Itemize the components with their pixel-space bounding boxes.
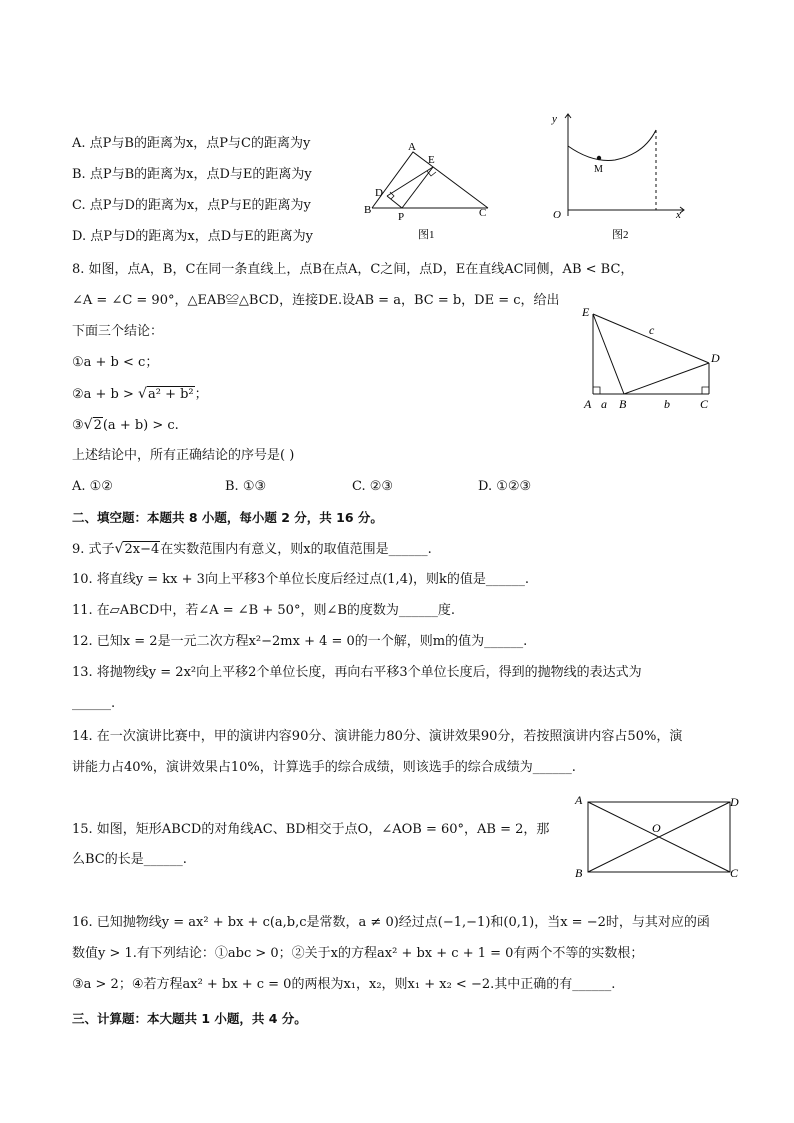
q8-conclusion-1: ①a + b < c； (72, 355, 159, 370)
q8-opt-d: D. ①②③ (478, 479, 532, 494)
fig2-label-o: O (553, 209, 561, 221)
q8-conclusion-3: ③√2(a + b) > c. (72, 417, 179, 433)
q8-c2-left: ②a + b > (72, 387, 139, 402)
fig2-label-x: x (676, 209, 681, 221)
q9: 9. 式子√2x−4在实数范围内有意义，则x的取值范围是______. (72, 541, 432, 557)
q8-c3-num: ③ (72, 418, 84, 433)
fig1-caption: 图1 (418, 229, 435, 241)
q8-line-3: 下面三个结论： (72, 324, 164, 339)
fig2-label-y: y (552, 113, 557, 125)
q14-line-2: 讲能力占40%，演讲效果占10%，计算选手的综合成绩，则该选手的综合成绩为______. (72, 760, 576, 775)
q8-line-2: ∠A = ∠C = 90°，△EAB≌△BCD，连接DE.设AB = a，BC = b，DE = c，给出 (72, 293, 560, 308)
q16-line-1: 16. 已知抛物线y = ax² + bx + c(a,b,c是常数，a ≠ 0)经过点(−1,−1)和(0,1)，当x = −2时，与其对应的函 (72, 915, 710, 930)
q9-pre: 9. 式子 (72, 542, 115, 557)
fig2-label-m: M (594, 164, 603, 175)
q10: 10. 将直线y = kx + 3向上平移3个单位长度后经过点(1,4)，则k的值是______. (72, 572, 530, 587)
q15-fig-label-o: O (652, 821, 661, 835)
q7-option-b: B. 点P与B的距离为x，点D与E的距离为y (72, 167, 312, 182)
fig2-caption: 图2 (612, 229, 629, 241)
q9-radicand: 2x−4 (124, 542, 160, 557)
fig1-label-e: E (428, 154, 435, 166)
q8-fig-label-b-small: b (664, 397, 670, 411)
q8-c3-rest: (a + b) > c. (102, 418, 179, 433)
fig1-label-d: D (375, 187, 383, 199)
q13-line-1: 13. 将抛物线y = 2x²向上平移2个单位长度，再向右平移3个单位长度后，得到的抛物线的表达式为 (72, 665, 642, 680)
q8-fig-label-d: D (711, 351, 720, 365)
q8-opt-a: A. ①② (72, 479, 113, 494)
q8-ask: 上述结论中，所有正确结论的序号是( ) (72, 448, 295, 463)
q7-figure-1 (360, 140, 500, 245)
q8-fig-label-c-point: C (700, 397, 709, 411)
fig1-label-a: A (408, 141, 416, 153)
q8-opt-b: B. ①③ (225, 479, 267, 494)
q12: 12. 已知x = 2是一元二次方程x²−2mx + 4 = 0的一个解，则m的值为______. (72, 634, 528, 649)
q15-fig-label-c: C (730, 866, 739, 880)
section-3-heading: 三、计算题：本大题共 1 小题，共 4 分。 (72, 1011, 307, 1026)
q8-fig-label-c: c (649, 323, 655, 337)
section-2-heading: 二、填空题：本题共 8 小题，每小题 2 分，共 16 分。 (72, 510, 383, 525)
fig1-label-c: C (479, 207, 487, 219)
fig1-label-p: P (398, 211, 405, 223)
q9-post: 在实数范围内有意义，则x的取值范围是______. (160, 542, 432, 557)
q15-line-1: 15. 如图，矩形ABCD的对角线AC、BD相交于点O，∠AOB = 60°，AB = 2，那 (72, 822, 550, 837)
q11: 11. 在▱ABCD中，若∠A = ∠B + 50°，则∠B的度数为______度. (72, 603, 456, 618)
q16-line-3: ③a > 2；④若方程ax² + bx + c = 0的两根为x₁，x₂，则x₁ + x₂ < −2.其中正确的有______. (72, 977, 616, 992)
q7-option-c: C. 点P与D的距离为x，点P与E的距离为y (72, 198, 311, 213)
q7-option-d: D. 点P与D的距离为x，点D与E的距离为y (72, 229, 313, 244)
q13-line-2: ______. (72, 696, 116, 711)
q8-line-1: 8. 如图，点A，B，C在同一条直线上，点B在点A，C之间，点D，E在直线AC同侧，AB < BC， (72, 262, 634, 277)
q15-fig-label-a: A (575, 793, 583, 807)
q8-opt-c: C. ②③ (352, 479, 394, 494)
q16-line-2: 数值y > 1.有下列结论：①abc > 0；②关于x的方程ax² + bx + c + 1 = 0有两个不等的实数根； (72, 946, 644, 961)
q8-fig-label-a: A (584, 397, 592, 411)
q15-line-2: 么BC的长是______. (72, 852, 187, 867)
q8-conclusion-2: ②a + b > √a² + b²； (72, 386, 208, 402)
fig1-label-b: B (364, 204, 372, 216)
q15-fig-label-b: B (575, 866, 583, 880)
q8-fig-label-e: E (582, 305, 590, 319)
q7-option-a: A. 点P与B的距离为x，点P与C的距离为y (72, 136, 311, 151)
q14-line-1: 14. 在一次演讲比赛中，甲的演讲内容90分、演讲能力80分、演讲效果90分，若按照演讲内容占50%，演 (72, 729, 683, 744)
q15-figure (572, 792, 744, 884)
q8-c3-radicand: 2 (93, 418, 102, 433)
q7-figure-2 (540, 108, 690, 246)
q15-fig-label-d: D (730, 795, 739, 809)
q8-c2-end: ； (194, 387, 208, 402)
q8-figure (578, 302, 728, 414)
q8-fig-label-b: B (619, 397, 627, 411)
q8-fig-label-a-small: a (601, 397, 607, 411)
q8-c2-radicand: a² + b² (147, 387, 194, 402)
